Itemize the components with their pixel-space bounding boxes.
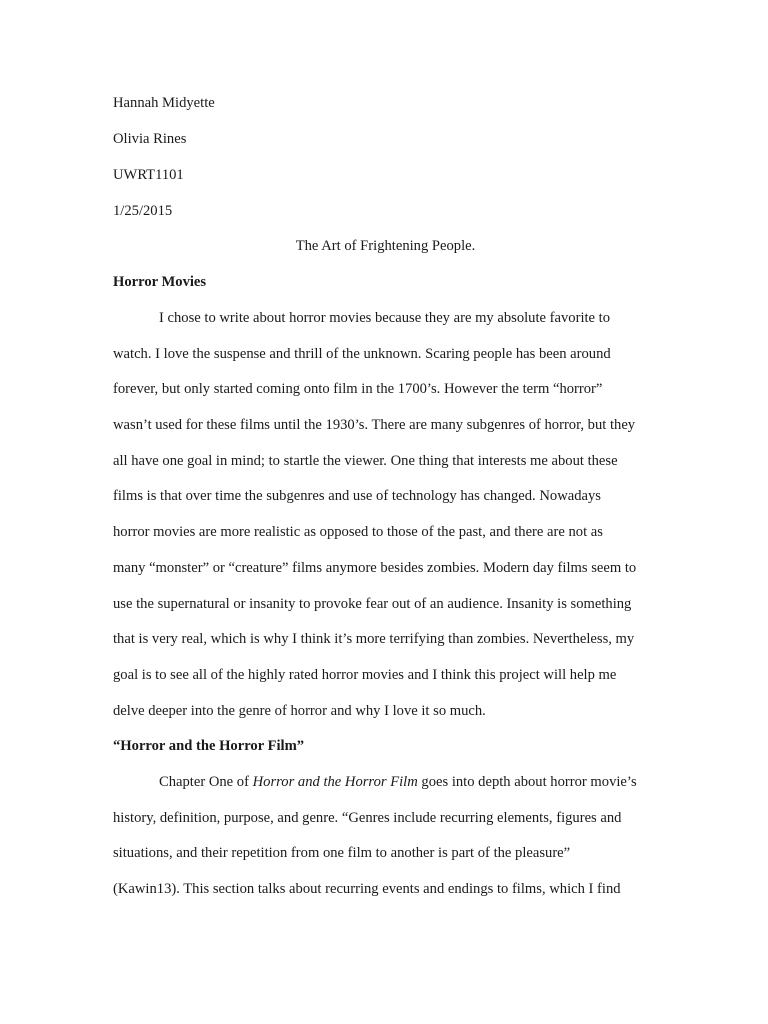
paragraph-line: situations, and their repetition from one film to another is part of the pleasure” <box>113 845 571 861</box>
section-heading-horror-and-the-horror-film: “Horror and the Horror Film” <box>113 738 305 754</box>
paragraph-line: history, definition, purpose, and genre. “Genres include recurring elements, figures and <box>113 810 622 826</box>
text-run: Chapter One of <box>159 774 253 790</box>
section-heading-horror-movies: Horror Movies <box>113 274 207 290</box>
document-title: The Art of Frightening People. <box>295 238 476 254</box>
author-name: Hannah Midyette <box>113 95 215 111</box>
paragraph-line: all have one goal in mind; to startle the viewer. One thing that interests me about these <box>113 453 618 469</box>
paragraph-line: that is very real, which is why I think it’s more terrifying than zombies. Nevertheless, my <box>113 631 635 647</box>
paragraph-line: films is that over time the subgenres and use of technology has changed. Nowadays <box>113 488 601 504</box>
paragraph-line: many “monster” or “creature” films anymore besides zombies. Modern day films seem to <box>113 560 637 576</box>
text-run: goes into depth about horror movie’s <box>417 774 637 790</box>
paragraph-line: (Kawin13). This section talks about recurring events and endings to films, which I find <box>113 881 621 897</box>
paragraph-line: forever, but only started coming onto film in the 1700’s. However the term “horror” <box>113 381 603 397</box>
book-title: Horror and the Horror Film <box>252 774 418 790</box>
paragraph-line: goal is to see all of the highly rated horror movies and I think this project will help me <box>113 667 617 683</box>
paragraph-line: I chose to write about horror movies because they are my absolute favorite to <box>159 310 611 326</box>
paragraph-line: watch. I love the suspense and thrill of the unknown. Scaring people has been around <box>113 346 611 362</box>
paragraph-line: horror movies are more realistic as opposed to those of the past, and there are not as <box>113 524 603 540</box>
paragraph-line: wasn’t used for these films until the 1930’s. There are many subgenres of horror, but they <box>113 417 636 433</box>
instructor-name: Olivia Rines <box>113 131 187 147</box>
course-code: UWRT1101 <box>113 167 184 183</box>
paragraph-line <box>159 773 658 791</box>
paragraph-line: delve deeper into the genre of horror and why I love it so much. <box>113 703 486 719</box>
document-date: 1/25/2015 <box>113 203 173 219</box>
paragraph-line: use the supernatural or insanity to provoke fear out of an audience. Insanity is something <box>113 596 632 612</box>
